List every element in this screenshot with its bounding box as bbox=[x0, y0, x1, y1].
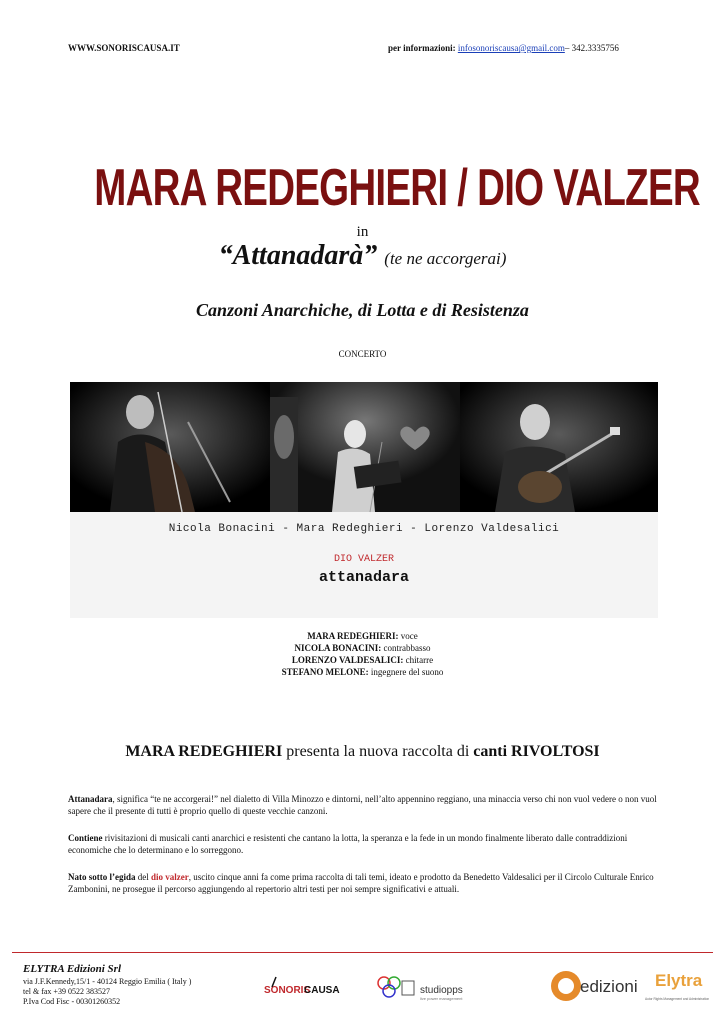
elytra-text: Elytra bbox=[655, 971, 703, 990]
band-photo bbox=[70, 382, 658, 512]
credit-row bbox=[0, 666, 725, 678]
credit-name: LORENZO VALDESALICI: bbox=[291, 655, 404, 665]
logo-causa-text: CAUSA bbox=[304, 985, 340, 996]
publisher-name: ELYTRA Edizioni Srl bbox=[23, 963, 122, 975]
heading-mid: presenta la nuova raccolta di bbox=[286, 743, 470, 760]
in-word: in bbox=[356, 224, 369, 240]
credit-row bbox=[0, 630, 725, 642]
edizioni-elytra-logo-graphic bbox=[550, 962, 715, 1007]
studiopps-logo-graphic bbox=[374, 973, 484, 1003]
para-bold: Attanadara bbox=[68, 794, 113, 804]
show-name: “Attanadarà” bbox=[218, 240, 378, 271]
elytra-subtext: Autor Rights Management and Administration bbox=[645, 997, 710, 1001]
tel-line: tel & fax +39 0522 383527 bbox=[23, 987, 110, 996]
sonoriscausa-logo bbox=[264, 975, 340, 1002]
edizioni-elytra-logo bbox=[550, 962, 715, 1007]
heading-end: canti RIVOLTOSI bbox=[473, 743, 600, 760]
paragraph-contents bbox=[68, 832, 658, 856]
para-text: , uscito cinque anni fa come prima raccolta di tali temi, ideato e prodotto da Benedetto Valdesalici per il Circolo Culturale Enrico Zambonini, ne prosegue il percorso aggiungendo al repertorio altri testi per noi sempre significativi e attuali. bbox=[68, 872, 654, 894]
musicians-names: Nicola Bonacini - Mara Redeghieri - Lorenzo Valdesalici bbox=[168, 523, 560, 535]
main-title: MARA REDEGHIERI / DIO VALZER bbox=[94, 159, 700, 217]
paragraph-meaning bbox=[68, 793, 658, 817]
email-link[interactable]: infosonoriscausa@gmail.com bbox=[457, 43, 565, 53]
publisher-address bbox=[23, 977, 191, 1007]
studiopps-logo bbox=[374, 973, 484, 1003]
credits-list bbox=[0, 630, 725, 678]
credit-role: contrabbasso bbox=[383, 643, 431, 653]
footer-divider bbox=[12, 952, 713, 953]
album-cover bbox=[70, 382, 658, 618]
credit-row bbox=[0, 642, 725, 654]
credit-name: NICOLA BONACINI: bbox=[294, 643, 382, 653]
para-text: , significa “te ne accorgerai!” nel dialetto di Villa Minozzo e dintorni, nell’alto appennino reggiano, una minaccia verso chi non vuol vedere o non vuol sapere che il presente di tutti è proprio quello di queste vecchie canzoni. bbox=[68, 794, 657, 816]
phone-number: – 342.3335756 bbox=[564, 43, 619, 53]
band-name: DIO VALZER bbox=[333, 554, 394, 565]
album-title: attanadara bbox=[318, 569, 409, 586]
paragraph-origin bbox=[68, 871, 658, 895]
credit-name: MARA REDEGHIERI: bbox=[307, 631, 399, 641]
show-title bbox=[0, 240, 725, 272]
credit-row bbox=[0, 654, 725, 666]
band-photo-graphic bbox=[70, 382, 658, 512]
para-bold: Contiene bbox=[68, 833, 103, 843]
studiopps-text: studiopps bbox=[420, 985, 463, 996]
contact-info bbox=[388, 43, 619, 53]
credit-role: chitarre bbox=[405, 655, 434, 665]
concerto-label: CONCERTO bbox=[338, 349, 387, 359]
website-url[interactable]: WWW.SONORISCAUSA.IT bbox=[68, 43, 180, 53]
para-red: dio valzer bbox=[151, 872, 189, 882]
artist-name: MARA REDEGHIERI bbox=[125, 743, 283, 760]
section-heading bbox=[0, 743, 725, 761]
credit-name: STEFANO MELONE: bbox=[281, 667, 369, 677]
para-text: rivisitazioni di musicali canti anarchici e resistenti che cantano la lotta, la speranza e la fede in un mondo finalmente liberato dalle contraddizioni economiche che lo determinano e lo sorreggono. bbox=[68, 833, 628, 855]
credit-role: voce bbox=[400, 631, 418, 641]
logo-sonoris-text: SONORIS bbox=[264, 985, 311, 996]
address-line: via J.F.Kennedy,15/1 - 40124 Reggio Emilia ( Italy ) bbox=[23, 977, 192, 986]
show-translation: (te ne accorgerai) bbox=[384, 249, 507, 268]
para-bold: Nato sotto l’egida bbox=[68, 872, 136, 882]
info-label: per informazioni: bbox=[388, 43, 456, 53]
subtitle: Canzoni Anarchiche, di Lotta e di Resistenza bbox=[196, 300, 529, 320]
edizioni-text: edizioni bbox=[580, 977, 638, 996]
studiopps-subtext: live power management bbox=[420, 996, 463, 1001]
credit-role: ingegnere del suono bbox=[370, 667, 444, 677]
para-mid: del bbox=[135, 872, 151, 882]
piva-line: P.Iva Cod Fisc - 00301260352 bbox=[23, 997, 121, 1006]
sonoriscausa-logo-graphic bbox=[264, 975, 340, 999]
